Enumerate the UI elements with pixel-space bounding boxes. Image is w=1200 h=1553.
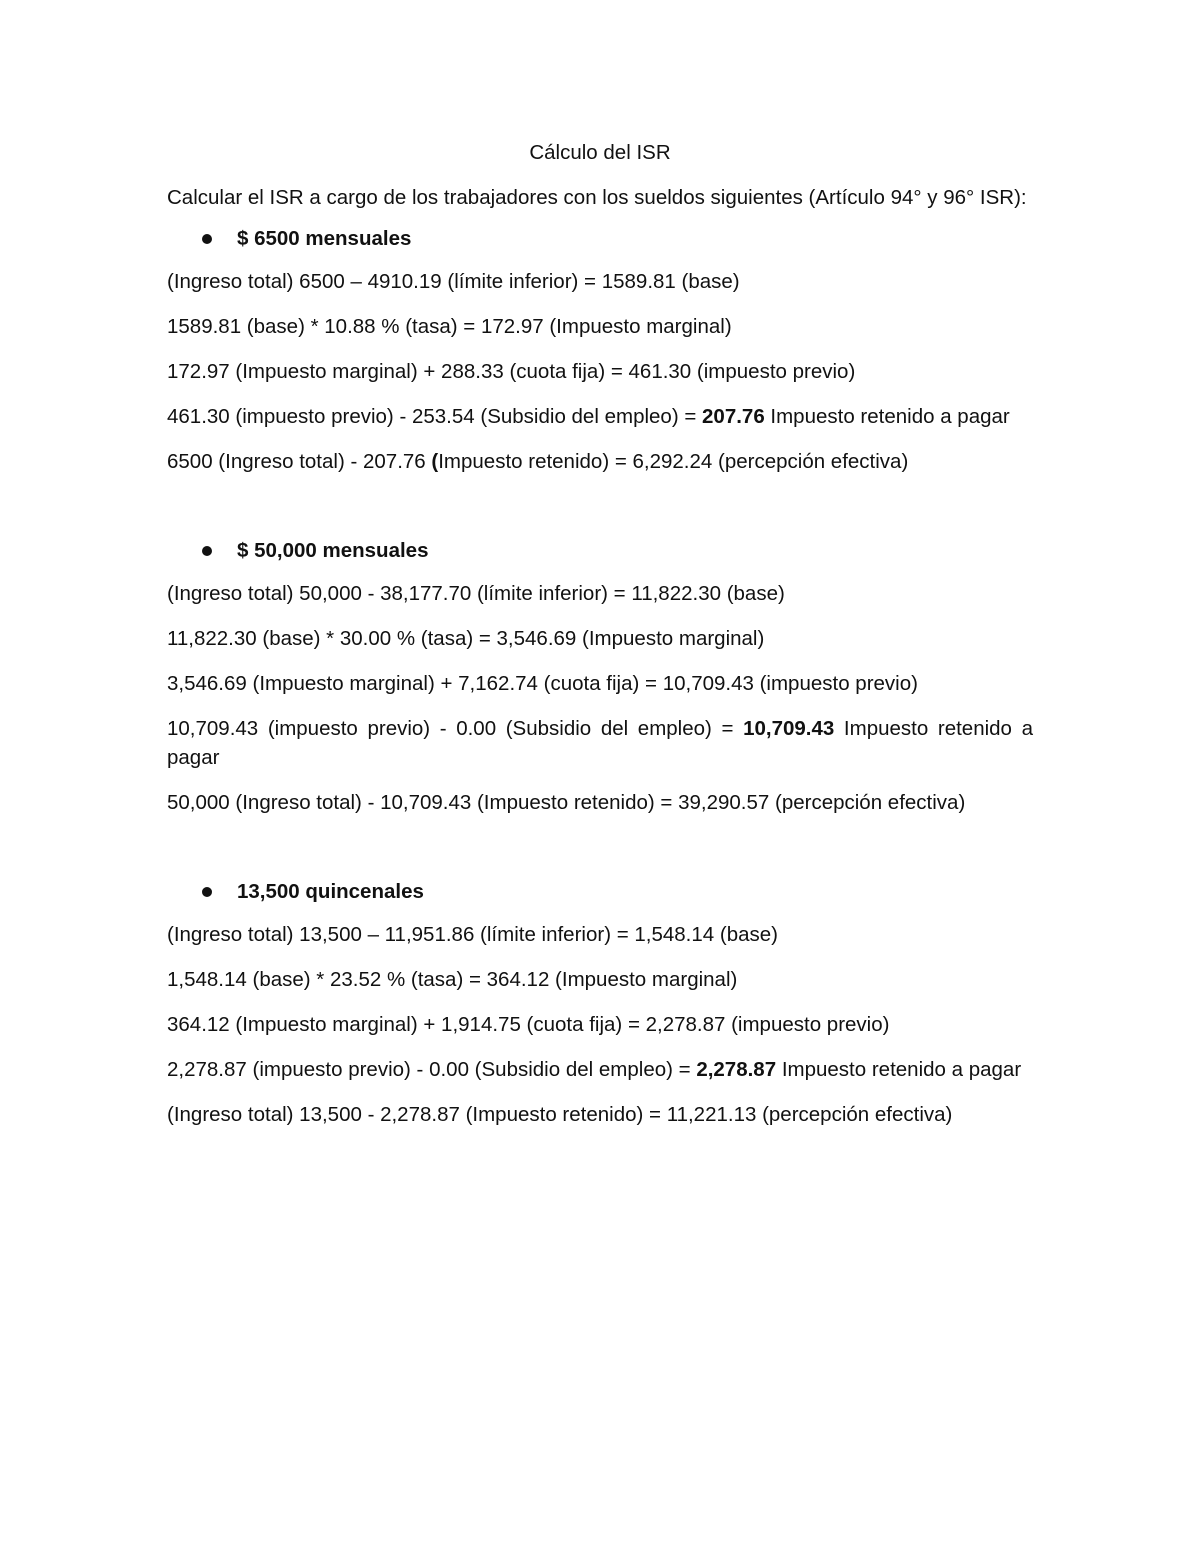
document-page xyxy=(167,138,1033,1145)
bullet-icon xyxy=(202,887,212,897)
calc-line-retenido xyxy=(167,402,1033,431)
calc-text: Impuesto retenido) = 6,292.24 (percepción efectiva) xyxy=(438,450,909,473)
section-heading xyxy=(167,224,1033,253)
calc-line-marginal: 11,822.30 (base) * 30.00 % (tasa) = 3,546.69 (Impuesto marginal) xyxy=(167,627,765,650)
section-6500-mensuales xyxy=(167,224,1033,476)
calc-line-percepcion: (Ingreso total) 13,500 - 2,278.87 (Impuesto retenido) = 11,221.13 (percepción efectiva) xyxy=(167,1103,953,1126)
calc-line-base: (Ingreso total) 13,500 – 11,951.86 (límite inferior) = 1,548.14 (base) xyxy=(167,923,778,946)
section-heading-text: 13,500 quincenales xyxy=(237,880,424,903)
section-heading-text: $ 50,000 mensuales xyxy=(237,539,429,562)
calc-line-marginal: 1,548.14 (base) * 23.52 % (tasa) = 364.12 (Impuesto marginal) xyxy=(167,968,738,991)
calc-line-retenido xyxy=(167,714,1033,772)
calc-line-previo: 364.12 (Impuesto marginal) + 1,914.75 (cuota fija) = 2,278.87 (impuesto previo) xyxy=(167,1013,890,1036)
calc-line-marginal: 1589.81 (base) * 10.88 % (tasa) = 172.97 (Impuesto marginal) xyxy=(167,315,732,338)
section-13500-quincenales xyxy=(167,877,1033,1129)
calc-text: Impuesto retenido a pagar xyxy=(764,405,1010,428)
document-title: Cálculo del ISR xyxy=(529,141,671,164)
section-heading xyxy=(167,877,1033,906)
calc-text: Impuesto retenido a pagar xyxy=(776,1058,1022,1081)
calc-line-percepcion xyxy=(167,447,1033,476)
calc-line-retenido xyxy=(167,1055,1033,1084)
calc-result-bold: 207.76 xyxy=(702,405,765,428)
section-heading-text: $ 6500 mensuales xyxy=(237,227,412,250)
bullet-icon xyxy=(202,234,212,244)
calc-text: 10,709.43 (impuesto previo) - 0.00 (Subsidio del empleo) = xyxy=(167,717,744,740)
calc-text: 6500 (Ingreso total) - 207.76 xyxy=(167,450,432,473)
calc-bold-paren: ( xyxy=(431,450,439,473)
calc-line-previo: 172.97 (Impuesto marginal) + 288.33 (cuota fija) = 461.30 (impuesto previo) xyxy=(167,360,856,383)
section-50000-mensuales xyxy=(167,536,1033,817)
calc-line-base: (Ingreso total) 50,000 - 38,177.70 (límite inferior) = 11,822.30 (base) xyxy=(167,582,785,605)
calc-result-bold: 10,709.43 xyxy=(743,717,835,740)
calc-line-percepcion: 50,000 (Ingreso total) - 10,709.43 (Impuesto retenido) = 39,290.57 (percepción efectiva) xyxy=(167,791,966,814)
section-heading xyxy=(167,536,1033,565)
calc-text: 461.30 (impuesto previo) - 253.54 (Subsidio del empleo) = xyxy=(167,405,703,428)
calc-line-previo: 3,546.69 (Impuesto marginal) + 7,162.74 (cuota fija) = 10,709.43 (impuesto previo) xyxy=(167,672,918,695)
bullet-icon xyxy=(202,546,212,556)
calc-text: Impuesto retenido a pagar xyxy=(167,717,1033,769)
calc-line-base: (Ingreso total) 6500 – 4910.19 (límite inferior) = 1589.81 (base) xyxy=(167,270,740,293)
intro-paragraph: Calcular el ISR a cargo de los trabajadores con los sueldos siguientes (Artículo 94° y 96° ISR): xyxy=(167,186,1027,209)
calc-result-bold: 2,278.87 xyxy=(696,1058,777,1081)
calc-text: 2,278.87 (impuesto previo) - 0.00 (Subsidio del empleo) = xyxy=(167,1058,697,1081)
